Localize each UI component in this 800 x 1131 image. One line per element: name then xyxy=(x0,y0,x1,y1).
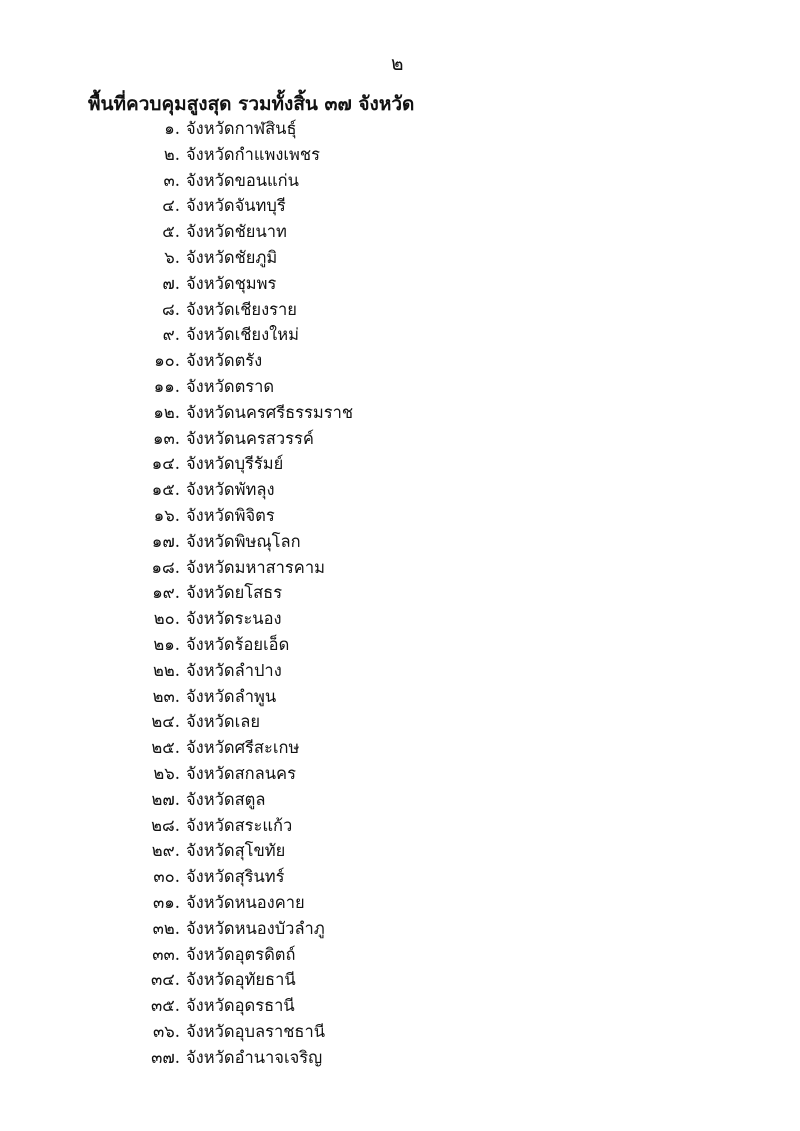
list-item xyxy=(0,890,800,916)
province-name: จังหวัดสุโขทัย xyxy=(186,841,286,861)
list-item xyxy=(0,116,800,142)
province-name: จังหวัดบุรีรัมย์ xyxy=(186,454,284,474)
list-item xyxy=(0,993,800,1019)
item-number: ๙. xyxy=(162,325,180,345)
list-item xyxy=(0,322,800,348)
province-name: จังหวัดชุมพร xyxy=(186,273,277,293)
list-item xyxy=(0,400,800,426)
item-number: ๒๒. xyxy=(153,660,180,680)
item-number: ๒๓. xyxy=(152,686,180,706)
item-number: ๒๗. xyxy=(151,789,180,809)
list-item xyxy=(0,632,800,658)
item-number: ๑๖. xyxy=(153,505,180,525)
item-number: ๒๘. xyxy=(151,815,180,835)
list-item xyxy=(0,813,800,839)
item-number: ๕. xyxy=(162,222,180,242)
list-item xyxy=(0,580,800,606)
list-item xyxy=(0,761,800,787)
province-name: จังหวัดตรัง xyxy=(186,351,263,371)
province-name: จังหวัดลำปาง xyxy=(186,660,282,680)
list-item xyxy=(0,709,800,735)
province-name: จังหวัดสตูล xyxy=(186,789,266,809)
item-number: ๒๑. xyxy=(153,634,180,654)
item-number: ๒๖. xyxy=(153,763,180,783)
province-name: จังหวัดนครศรีธรรมราช xyxy=(186,402,354,422)
province-name: จังหวัดศรีสะเกษ xyxy=(186,738,300,758)
item-number: ๓๓. xyxy=(152,944,180,964)
list-item xyxy=(0,297,800,323)
item-number: ๓. xyxy=(163,170,180,190)
province-name: จังหวัดอุบลราชธานี xyxy=(186,1021,326,1041)
province-name: จังหวัดขอนแก่น xyxy=(186,170,299,190)
province-name: จังหวัดกำแพงเพชร xyxy=(186,144,320,164)
list-item xyxy=(0,451,800,477)
item-number: ๑๗. xyxy=(151,531,180,551)
province-name: จังหวัดสระแก้ว xyxy=(186,815,293,835)
item-number: ๑๔. xyxy=(151,454,180,474)
list-item xyxy=(0,838,800,864)
list-item xyxy=(0,735,800,761)
page-heading: พื้นที่ควบคุมสูงสุด รวมทั้งสิ้น ๓๗ จังหวัด xyxy=(88,93,415,115)
province-list xyxy=(0,116,800,1070)
list-item xyxy=(0,374,800,400)
province-name: จังหวัดอุทัยธานี xyxy=(186,970,296,990)
item-number: ๗. xyxy=(162,273,180,293)
item-number: ๓๔. xyxy=(150,970,180,990)
item-number: ๓๗. xyxy=(151,1047,180,1067)
item-number: ๓๖. xyxy=(153,1021,180,1041)
item-number: ๒๙. xyxy=(151,841,180,861)
list-item xyxy=(0,219,800,245)
item-number: ๑๑. xyxy=(153,376,180,396)
item-number: ๑๐. xyxy=(154,351,180,371)
province-name: จังหวัดมหาสารคาม xyxy=(186,557,325,577)
province-name: จังหวัดอำนาจเจริญ xyxy=(186,1047,323,1067)
list-item xyxy=(0,245,800,271)
item-number: ๓๕. xyxy=(150,996,180,1016)
list-item xyxy=(0,864,800,890)
item-number: ๘. xyxy=(162,299,180,319)
list-item xyxy=(0,942,800,968)
item-number: ๒๕. xyxy=(151,738,180,758)
province-name: จังหวัดเชียงราย xyxy=(186,299,297,319)
item-number: ๔. xyxy=(162,196,180,216)
list-item xyxy=(0,529,800,555)
province-name: จังหวัดพัทลุง xyxy=(186,480,275,500)
item-number: ๒. xyxy=(163,144,180,164)
province-name: จังหวัดระนอง xyxy=(186,609,282,629)
item-number: ๑๕. xyxy=(151,480,180,500)
list-item xyxy=(0,1045,800,1071)
list-item xyxy=(0,348,800,374)
item-number: ๓๐. xyxy=(153,867,180,887)
province-name: จังหวัดกาฬสินธุ์ xyxy=(186,119,297,138)
province-name: จังหวัดสุรินทร์ xyxy=(186,867,285,887)
province-name: จังหวัดเลย xyxy=(186,712,261,732)
item-number: ๓๑. xyxy=(153,892,180,912)
item-number: ๑๓. xyxy=(153,428,180,448)
item-number: ๑. xyxy=(164,119,180,138)
province-name: จังหวัดอุตรดิตถ์ xyxy=(186,944,296,964)
page-number: ๒ xyxy=(391,53,404,75)
province-name: จังหวัดตราด xyxy=(186,376,275,396)
province-name: จังหวัดหนองคาย xyxy=(186,892,305,912)
item-number: ๑๒. xyxy=(153,402,180,422)
list-item xyxy=(0,271,800,297)
item-number: ๖. xyxy=(164,247,180,267)
list-item xyxy=(0,142,800,168)
province-name: จังหวัดพิจิตร xyxy=(186,505,275,525)
province-name: จังหวัดจันทบุรี xyxy=(186,196,286,216)
list-item xyxy=(0,967,800,993)
item-number: ๑๙. xyxy=(152,583,180,603)
province-name: จังหวัดอุดรธานี xyxy=(186,996,295,1016)
item-number: ๓๒. xyxy=(152,918,180,938)
province-name: จังหวัดยโสธร xyxy=(186,583,283,603)
list-item xyxy=(0,684,800,710)
list-item xyxy=(0,193,800,219)
province-name: จังหวัดร้อยเอ็ด xyxy=(186,634,290,654)
list-item xyxy=(0,168,800,194)
province-name: จังหวัดชัยภูมิ xyxy=(186,247,278,267)
list-item xyxy=(0,426,800,452)
list-item xyxy=(0,916,800,942)
province-name: จังหวัดพิษณุโลก xyxy=(186,531,301,551)
province-name: จังหวัดหนองบัวลำภู xyxy=(186,918,325,938)
list-item xyxy=(0,555,800,581)
province-name: จังหวัดชัยนาท xyxy=(186,222,287,242)
province-name: จังหวัดสกลนคร xyxy=(186,763,296,783)
list-item xyxy=(0,503,800,529)
province-name: จังหวัดเชียงใหม่ xyxy=(186,325,299,345)
list-item xyxy=(0,606,800,632)
province-name: จังหวัดนครสวรรค์ xyxy=(186,428,314,448)
list-item xyxy=(0,658,800,684)
item-number: ๒๔. xyxy=(151,712,180,732)
list-item xyxy=(0,477,800,503)
province-name: จังหวัดลำพูน xyxy=(186,686,277,706)
item-number: ๒๐. xyxy=(153,609,180,629)
list-item xyxy=(0,1019,800,1045)
item-number: ๑๘. xyxy=(151,557,180,577)
list-item xyxy=(0,787,800,813)
